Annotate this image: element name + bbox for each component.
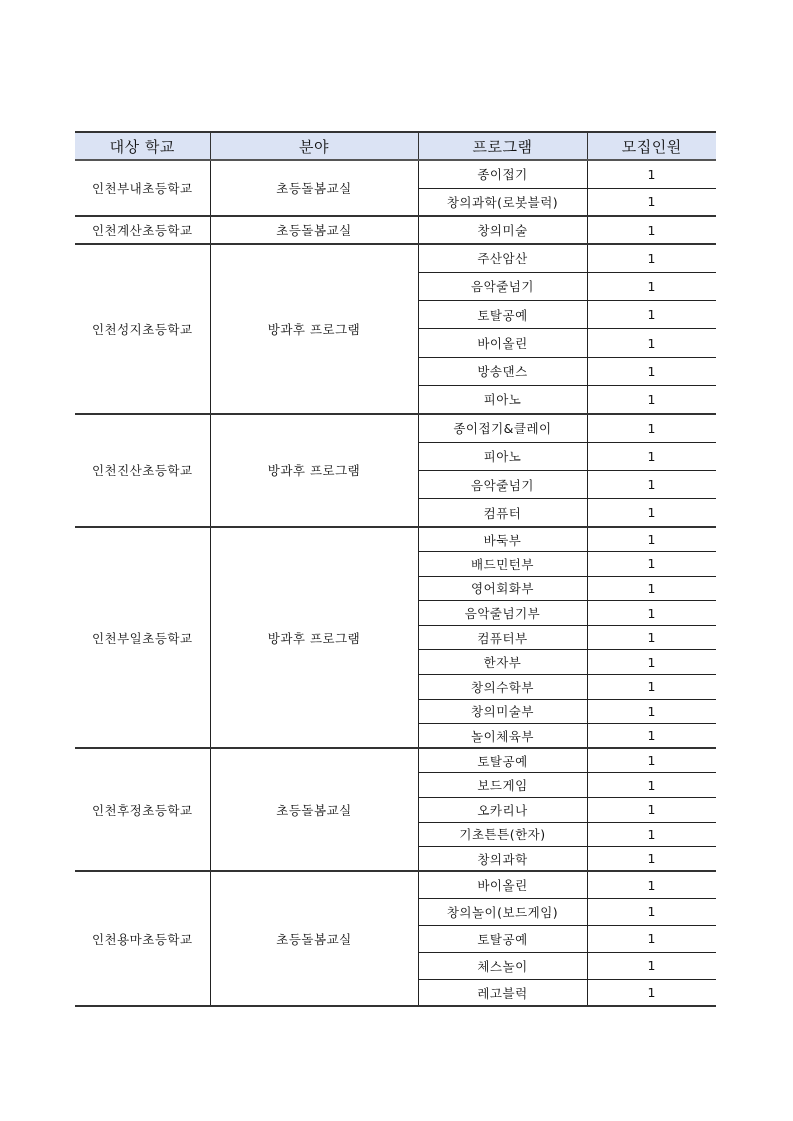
program-cell: 토탈공예 xyxy=(418,301,587,329)
program-cell: 창의미술부 xyxy=(418,699,587,724)
count-cell: 1 xyxy=(587,724,716,749)
school-cell: 인천용마초등학교 xyxy=(75,871,210,1006)
count-cell: 1 xyxy=(587,301,716,329)
table-row xyxy=(75,748,716,773)
program-cell: 토탈공예 xyxy=(418,925,587,952)
count-cell: 1 xyxy=(587,952,716,979)
program-cell: 바이올린 xyxy=(418,329,587,357)
program-cell: 음악줄넘기 xyxy=(418,272,587,300)
school-cell: 인천부일초등학교 xyxy=(75,527,210,748)
count-cell: 1 xyxy=(587,773,716,798)
count-cell: 1 xyxy=(587,871,716,898)
count-cell: 1 xyxy=(587,925,716,952)
program-cell: 바둑부 xyxy=(418,527,587,552)
count-cell: 1 xyxy=(587,442,716,470)
field-cell: 초등돌봄교실 xyxy=(210,748,418,871)
program-cell: 보드게임 xyxy=(418,773,587,798)
program-cell: 한자부 xyxy=(418,650,587,675)
header-program: 프로그램 xyxy=(418,132,587,160)
program-cell: 레고블럭 xyxy=(418,979,587,1006)
program-cell: 컴퓨터부 xyxy=(418,625,587,650)
header-count: 모집인원 xyxy=(587,132,716,160)
table-header-row xyxy=(75,132,716,160)
school-cell: 인천부내초등학교 xyxy=(75,160,210,216)
table-row xyxy=(75,414,716,442)
program-cell: 음악줄넘기 xyxy=(418,470,587,498)
header-field: 분야 xyxy=(210,132,418,160)
table-body xyxy=(75,160,716,1006)
program-cell: 기초튼튼(한자) xyxy=(418,822,587,847)
field-cell: 방과후 프로그램 xyxy=(210,414,418,527)
count-cell: 1 xyxy=(587,675,716,700)
table-row xyxy=(75,160,716,188)
program-cell: 토탈공예 xyxy=(418,748,587,773)
header-school: 대상 학교 xyxy=(75,132,210,160)
count-cell: 1 xyxy=(587,272,716,300)
recruitment-table xyxy=(75,131,716,1007)
program-cell: 창의과학(로봇블럭) xyxy=(418,188,587,216)
field-cell: 초등돌봄교실 xyxy=(210,871,418,1006)
count-cell: 1 xyxy=(587,414,716,442)
count-cell: 1 xyxy=(587,898,716,925)
count-cell: 1 xyxy=(587,601,716,626)
count-cell: 1 xyxy=(587,847,716,872)
count-cell: 1 xyxy=(587,244,716,272)
count-cell: 1 xyxy=(587,576,716,601)
program-cell: 피아노 xyxy=(418,385,587,413)
table-row xyxy=(75,527,716,552)
school-cell: 인천후정초등학교 xyxy=(75,748,210,871)
count-cell: 1 xyxy=(587,625,716,650)
school-cell: 인천성지초등학교 xyxy=(75,244,210,414)
program-cell: 종이접기&클레이 xyxy=(418,414,587,442)
count-cell: 1 xyxy=(587,798,716,823)
program-cell: 바이올린 xyxy=(418,871,587,898)
program-cell: 창의과학 xyxy=(418,847,587,872)
school-cell: 인천계산초등학교 xyxy=(75,216,210,244)
program-cell: 컴퓨터 xyxy=(418,499,587,527)
count-cell: 1 xyxy=(587,748,716,773)
program-table xyxy=(75,131,716,1007)
count-cell: 1 xyxy=(587,822,716,847)
count-cell: 1 xyxy=(587,650,716,675)
program-cell: 오카리나 xyxy=(418,798,587,823)
count-cell: 1 xyxy=(587,385,716,413)
program-cell: 피아노 xyxy=(418,442,587,470)
count-cell: 1 xyxy=(587,357,716,385)
program-cell: 주산암산 xyxy=(418,244,587,272)
program-cell: 창의수학부 xyxy=(418,675,587,700)
count-cell: 1 xyxy=(587,527,716,552)
count-cell: 1 xyxy=(587,188,716,216)
program-cell: 놀이체육부 xyxy=(418,724,587,749)
program-cell: 영어회화부 xyxy=(418,576,587,601)
school-cell: 인천진산초등학교 xyxy=(75,414,210,527)
count-cell: 1 xyxy=(587,160,716,188)
field-cell: 초등돌봄교실 xyxy=(210,160,418,216)
count-cell: 1 xyxy=(587,329,716,357)
program-cell: 창의놀이(보드게임) xyxy=(418,898,587,925)
table-row xyxy=(75,216,716,244)
count-cell: 1 xyxy=(587,216,716,244)
program-cell: 방송댄스 xyxy=(418,357,587,385)
count-cell: 1 xyxy=(587,499,716,527)
field-cell: 방과후 프로그램 xyxy=(210,244,418,414)
program-cell: 창의미술 xyxy=(418,216,587,244)
program-cell: 체스놀이 xyxy=(418,952,587,979)
table-row xyxy=(75,244,716,272)
field-cell: 초등돌봄교실 xyxy=(210,216,418,244)
table-row xyxy=(75,871,716,898)
count-cell: 1 xyxy=(587,552,716,577)
count-cell: 1 xyxy=(587,470,716,498)
program-cell: 종이접기 xyxy=(418,160,587,188)
count-cell: 1 xyxy=(587,979,716,1006)
field-cell: 방과후 프로그램 xyxy=(210,527,418,748)
program-cell: 배드민턴부 xyxy=(418,552,587,577)
program-cell: 음악줄넘기부 xyxy=(418,601,587,626)
count-cell: 1 xyxy=(587,699,716,724)
